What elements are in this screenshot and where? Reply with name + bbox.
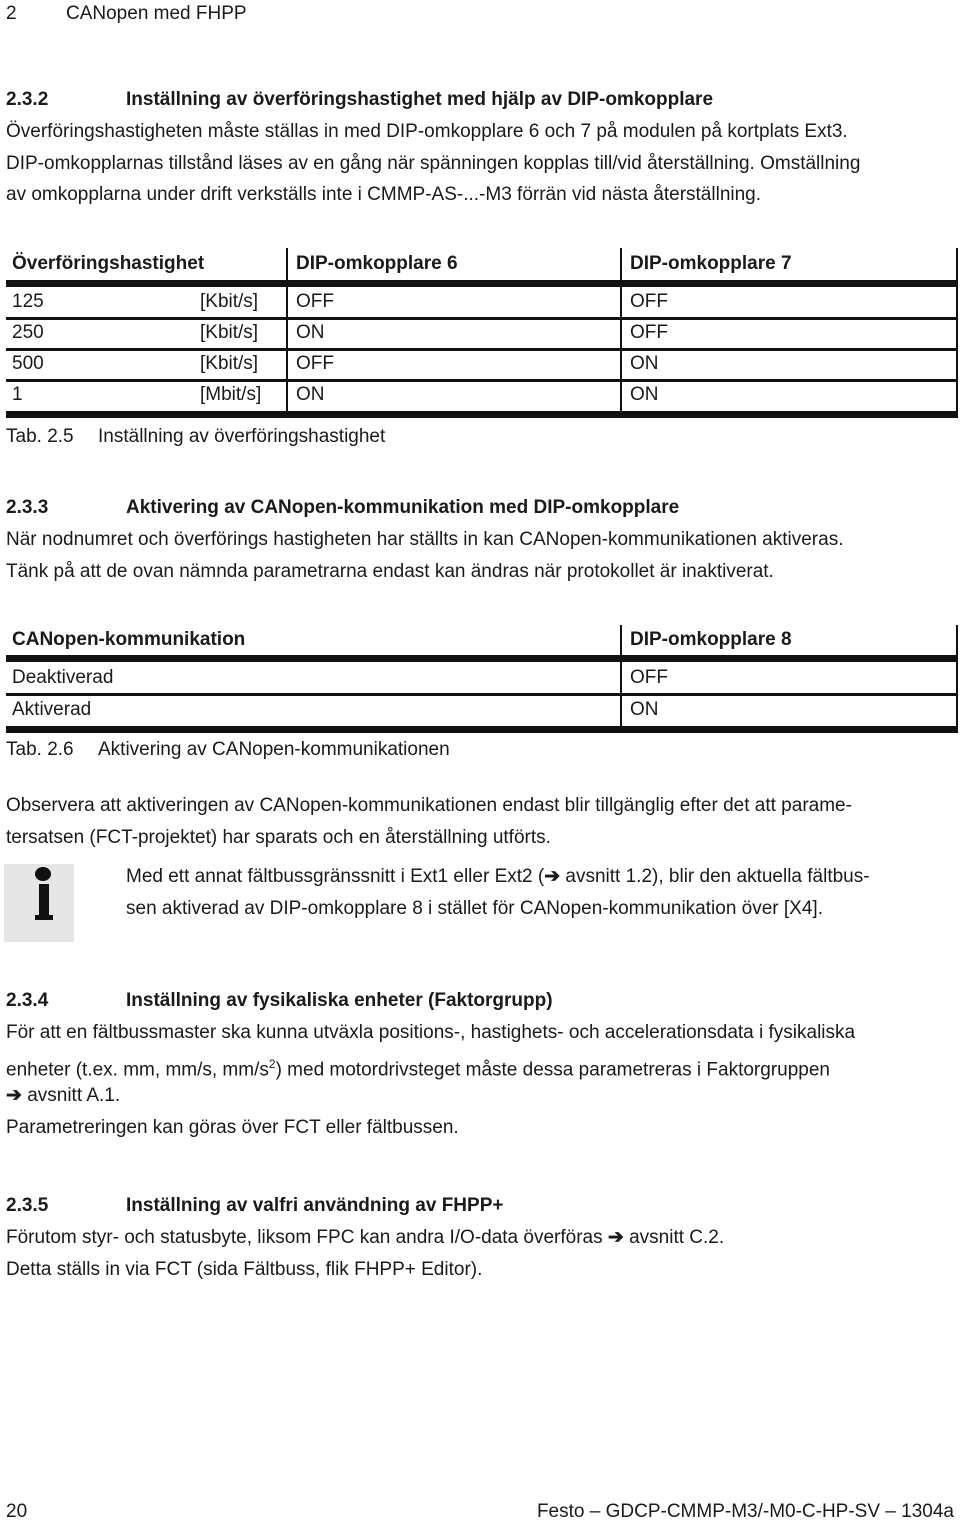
section-number: 2.3.3 xyxy=(6,497,49,518)
table-cell-state: Aktiverad xyxy=(12,699,92,720)
footer-page-number: 20 xyxy=(6,1501,28,1522)
caption-number: Tab. 2.5 xyxy=(6,426,74,447)
table-canopen-activation xyxy=(6,625,958,735)
paragraph-line: Överföringshastigheten måste ställas in med DIP-omkopplare 6 och 7 på modulen på kortplats Ext3. xyxy=(6,121,848,142)
table-cell-dip6: ON xyxy=(296,322,325,343)
header-page-number: 2 xyxy=(6,3,17,24)
note-text: Med ett annat fältbussgränssnitt i Ext1 eller Ext2 ( xyxy=(126,866,545,887)
section-2-3-2-body xyxy=(6,116,860,211)
table-caption-2-6 xyxy=(6,738,450,762)
note-line xyxy=(126,861,870,893)
table-cell-dip7: OFF xyxy=(630,291,668,312)
arrow-right-icon: ➔ xyxy=(607,1227,624,1248)
table-divider xyxy=(620,248,622,418)
caption-number: Tab. 2.6 xyxy=(6,739,74,760)
section-2-3-4-body xyxy=(6,1017,855,1143)
text-run: ) med motordrivsteget måste dessa parametreras i Faktorgruppen xyxy=(275,1058,830,1080)
section-number: 2.3.2 xyxy=(6,89,49,110)
table-header-dip6: DIP-omkopplare 6 xyxy=(296,253,458,274)
observe-paragraph xyxy=(6,790,852,853)
table-bottom-rule xyxy=(6,411,958,418)
table-cell-dip7: ON xyxy=(630,353,659,374)
table-header-transfer-rate: Överföringshastighet xyxy=(12,253,205,274)
table-cell-dip7: OFF xyxy=(630,322,668,343)
footer-document-id: Festo – GDCP-CMMP-M3/-M0-C-HP-SV – 1304a xyxy=(536,1501,954,1522)
table-cell-rate-value: 500 xyxy=(12,353,44,374)
section-heading-2-3-3 xyxy=(6,496,679,520)
table-divider xyxy=(286,248,288,418)
table-cell-dip6: OFF xyxy=(296,291,334,312)
table-cell-dip6: OFF xyxy=(296,353,334,374)
text-run: avsnitt A.1. xyxy=(21,1085,121,1106)
header-chapter-title: CANopen med FHPP xyxy=(66,3,247,24)
paragraph-line: Detta ställs in via FCT (sida Fältbuss, flik FHPP+ Editor). xyxy=(6,1258,483,1280)
table-row-rule xyxy=(6,317,958,320)
caption-text: Aktivering av CANopen-kommunikationen xyxy=(98,739,450,760)
paragraph-line xyxy=(6,1222,724,1254)
info-note xyxy=(126,861,870,924)
table-divider xyxy=(956,248,958,418)
table-header-dip8: DIP-omkopplare 8 xyxy=(630,629,792,650)
table-divider xyxy=(620,625,622,733)
table-row-rule xyxy=(6,693,958,696)
paragraph-line xyxy=(6,1080,855,1112)
page-header xyxy=(6,2,247,26)
caption-text: Inställning av överföringshastighet xyxy=(98,426,386,447)
table-header-dip7: DIP-omkopplare 7 xyxy=(630,253,792,274)
section-2-3-3-body xyxy=(6,524,843,587)
table-cell-rate-value: 125 xyxy=(12,291,44,312)
table-cell-rate-value: 1 xyxy=(12,384,23,405)
paragraph-line: av omkopplarna under drift verkställs inte i CMMP-AS-...-M3 förrän vid nästa återställning. xyxy=(6,184,762,205)
paragraph-line: Observera att aktiveringen av CANopen-kommunikationen endast blir tillgänglig efter det att parame- xyxy=(6,795,852,816)
section-title: Inställning av valfri användning av FHPP+ xyxy=(126,1195,504,1216)
section-heading-2-3-4 xyxy=(6,989,553,1013)
paragraph-line: Tänk på att de ovan nämnda parametrarna endast kan ändras när protokollet är inaktiverat. xyxy=(6,560,774,582)
text-run: enheter (t.ex. mm, mm/s, mm/s xyxy=(6,1058,269,1080)
arrow-right-icon: ➔ xyxy=(6,1085,22,1106)
table-header-rule xyxy=(6,280,958,287)
paragraph-line: DIP-omkopplarnas tillstånd läses av en gång när spänningen kopplas till/vid återställning. Omställning xyxy=(6,152,861,174)
section-heading-2-3-2 xyxy=(6,88,713,112)
text-run: avsnitt C.2. xyxy=(623,1227,725,1248)
table-cell-dip8: OFF xyxy=(630,667,668,688)
table-transfer-rate xyxy=(6,248,958,420)
table-cell-rate-unit: [Kbit/s] xyxy=(200,322,259,343)
table-cell-rate-unit: [Kbit/s] xyxy=(200,291,259,312)
table-header-canopen: CANopen-kommunikation xyxy=(12,629,246,650)
table-cell-state: Deaktiverad xyxy=(12,667,114,688)
table-cell-rate-unit: [Mbit/s] xyxy=(200,384,262,405)
paragraph-line: Parametreringen kan göras över FCT eller fältbussen. xyxy=(6,1116,459,1138)
table-divider xyxy=(956,625,958,733)
text-run: Förutom styr- och statusbyte, liksom FPC kan andra I/O-data överföras xyxy=(6,1227,608,1248)
section-title: Inställning av överföringshastighet med hjälp av DIP-omkopplare xyxy=(126,89,714,110)
table-caption-2-5 xyxy=(6,425,385,449)
note-text: avsnitt 1.2), blir den aktuella fältbus- xyxy=(560,866,870,887)
section-title: Inställning av fysikaliska enheter (Faktorgrupp) xyxy=(126,990,553,1011)
table-cell-dip6: ON xyxy=(296,384,325,405)
section-number: 2.3.4 xyxy=(6,990,49,1011)
paragraph-line xyxy=(6,1049,855,1081)
arrow-right-icon: ➔ xyxy=(544,866,561,887)
table-row-rule xyxy=(6,348,958,351)
section-title: Aktivering av CANopen-kommunikation med DIP-omkopplare xyxy=(126,497,680,518)
table-cell-dip8: ON xyxy=(630,699,659,720)
section-2-3-5-body xyxy=(6,1222,724,1285)
paragraph-line: När nodnumret och överförings hastigheten har ställts in kan CANopen-kommunikationen aktiveras. xyxy=(6,529,844,550)
paragraph-line: tersatsen (FCT-projektet) har sparats och en återställning utförts. xyxy=(6,826,551,848)
paragraph-line: För att en fältbussmaster ska kunna utväxla positions-, hastighets- och accelerationsdata i fysikaliska xyxy=(6,1022,856,1043)
table-row-rule xyxy=(6,379,958,382)
table-bottom-rule xyxy=(6,726,958,733)
table-cell-dip7: ON xyxy=(630,384,659,405)
section-number: 2.3.5 xyxy=(6,1195,49,1216)
note-line: sen aktiverad av DIP-omkopplare 8 i stället för CANopen-kommunikation över [X4]. xyxy=(126,897,823,919)
table-cell-rate-unit: [Kbit/s] xyxy=(200,353,259,374)
section-heading-2-3-5 xyxy=(6,1194,503,1218)
table-header-rule xyxy=(6,655,958,662)
info-icon xyxy=(4,864,74,942)
table-cell-rate-value: 250 xyxy=(12,322,44,343)
superscript: 2 xyxy=(268,1056,276,1071)
